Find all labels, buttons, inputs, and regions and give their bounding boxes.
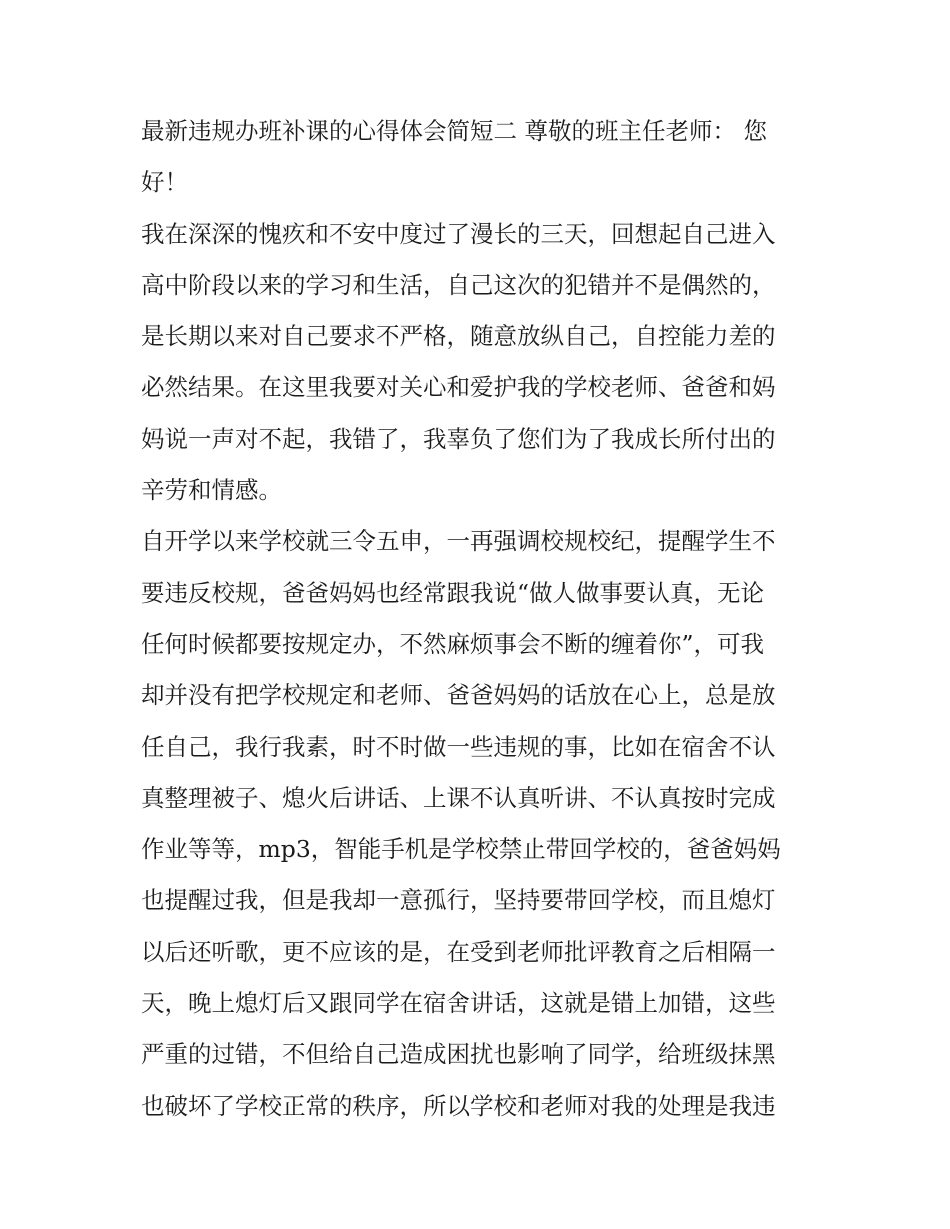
- text-line-16: 也提醒过我，但是我却一意孤行，坚持要带回学校，而且熄灯: [141, 886, 776, 915]
- text-line-15: 作业等等，mp3，智能手机是学校禁止带回学校的，爸爸妈妈: [141, 835, 781, 864]
- text-line-19: 严重的过错，不但给自己造成困扰也影响了同学，给班级抹黑: [141, 1040, 776, 1069]
- document-body: [141, 106, 813, 1132]
- text-line-18: 天，晚上熄灯后又跟同学在宿舍讲话，这就是错上加错，这些: [141, 989, 776, 1018]
- text-line-1: 最新违规办班补课的心得体会简短二 尊敬的班主任老师： 您: [141, 117, 767, 145]
- text-line-9: 自开学以来学校就三令五申，一再强调校规校纪，提醒学生不: [141, 527, 776, 556]
- text-line-11: 任何时候都要按规定办，不然麻烦事会不断的缠着你”，可我: [141, 629, 765, 658]
- text-line-7: 妈说一声对不起，我错了，我辜负了您们为了我成长所付出的: [141, 424, 776, 453]
- text-line-2: 好！: [141, 168, 188, 197]
- text-line-12: 却并没有把学校规定和老师、爸爸妈妈的话放在心上，总是放: [141, 681, 776, 710]
- text-line-5: 是长期以来对自己要求不严格，随意放纵自己，自控能力差的: [141, 322, 776, 351]
- text-line-14: 真整理被子、熄火后讲话、上课不认真听讲、不认真按时完成: [141, 783, 776, 812]
- text-line-17: 以后还听歌，更不应该的是，在受到老师批评教育之后相隔一: [141, 937, 776, 966]
- text-line-8: 辛劳和情感。: [141, 476, 282, 505]
- text-line-13: 任自己，我行我素，时不时做一些违规的事，比如在宿舍不认: [141, 732, 776, 761]
- text-line-4: 高中阶段以来的学习和生活，自己这次的犯错并不是偶然的，: [141, 270, 776, 299]
- text-line-10: 要违反校规，爸爸妈妈也经常跟我说“做人做事要认真，无论: [141, 578, 765, 607]
- text-line-6: 必然结果。在这里我要对关心和爱护我的学校老师、爸爸和妈: [141, 373, 776, 402]
- text-line-3: 我在深深的愧疚和不安中度过了漫长的三天，回想起自己进入: [141, 219, 776, 248]
- text-line-20: 也破坏了学校正常的秩序，所以学校和老师对我的处理是我违: [141, 1091, 776, 1120]
